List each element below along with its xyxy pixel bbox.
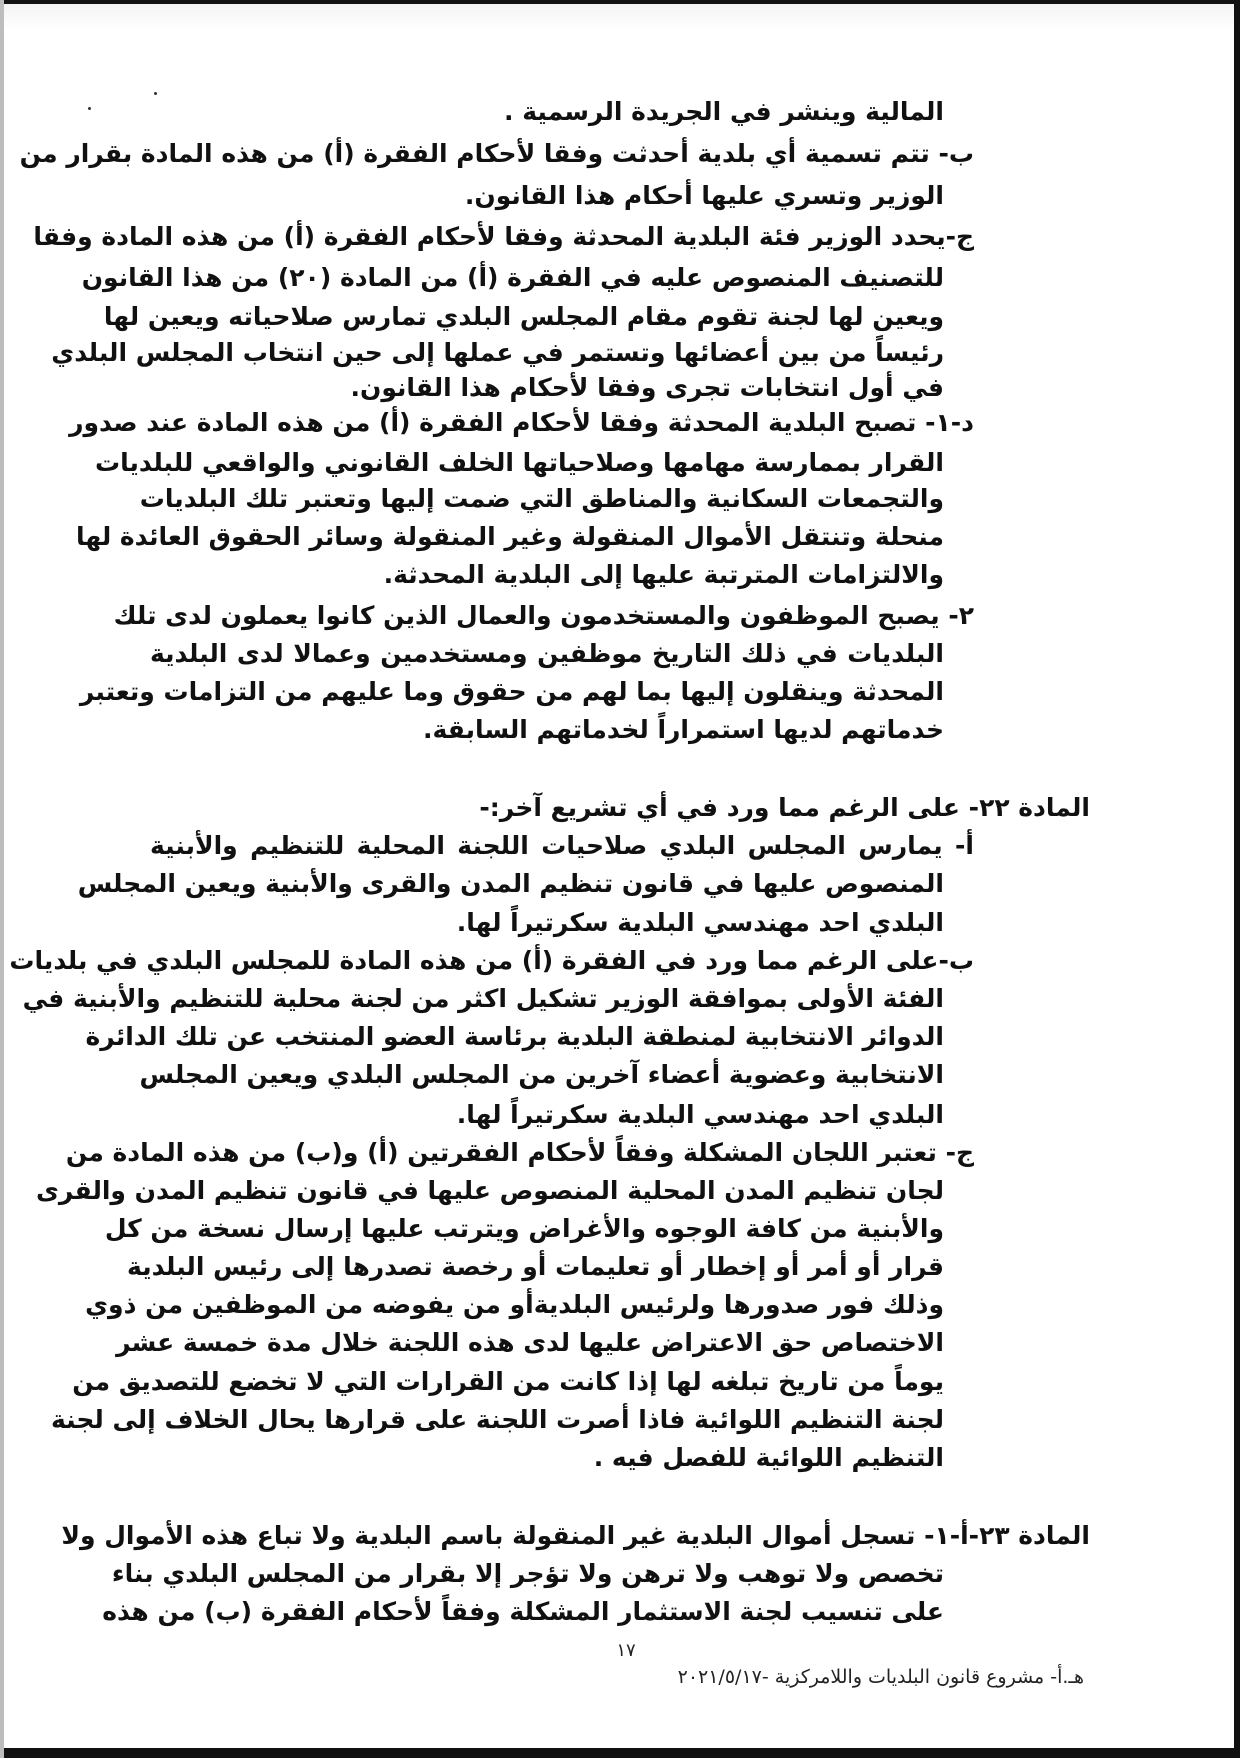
- article-heading: المادة ٢٢- على الرغم مما ورد في أي تشريع آخر:-: [479, 793, 1090, 822]
- text-line: قرار أو أمر أو إخطار أو تعليمات أو رخصة تصدرها إلى رئيس البلدية: [127, 1252, 944, 1281]
- text-line: ب- تتم تسمية أي بلدية أحدثت وفقا لأحكام الفقرة (أ) من هذه المادة بقرار من: [19, 139, 974, 168]
- text-line: المنصوص عليها في قانون تنظيم المدن والقرى والأبنية ويعين المجلس: [77, 869, 944, 898]
- text-line: أ- يمارس المجلس البلدي صلاحيات اللجنة المحلية للتنظيم والأبنية: [150, 831, 974, 860]
- text-line: ٢- يصبح الموظفون والمستخدمون والعمال الذين كانوا يعملون لدى تلك: [113, 601, 974, 630]
- text-line: للتصنيف المنصوص عليه في الفقرة (أ) من المادة (٢٠) من هذا القانون: [81, 263, 944, 292]
- text-line: القرار بممارسة مهامها وصلاحياتها الخلف القانوني والواقعي للبلديات: [94, 448, 944, 477]
- text-line: وذلك فور صدورها ولرئيس البلديةأو من يفوضه من الموظفين من ذوي: [85, 1290, 944, 1319]
- text-line: في أول انتخابات تجرى وفقا لأحكام هذا القانون.: [350, 373, 944, 402]
- text-line: لجان تنظيم المدن المحلية المنصوص عليها في قانون تنظيم المدن والقرى: [36, 1176, 944, 1205]
- scan-border-top: [4, 0, 1240, 4]
- text-line: الاختصاص حق الاعتراض عليها لدى هذه اللجنة خلال مدة خمسة عشر: [116, 1328, 944, 1357]
- text-line: ويعين لها لجنة تقوم مقام المجلس البلدي تمارس صلاحياته ويعين لها: [103, 302, 944, 331]
- text-line: المالية وينشر في الجريدة الرسمية .: [504, 97, 944, 126]
- text-line: الانتخابية وعضوية أعضاء آخرين من المجلس البلدي ويعين المجلس: [139, 1060, 944, 1089]
- text-line: البلديات في ذلك التاريخ موظفين ومستخدمين وعمالا لدى البلدية: [150, 639, 944, 668]
- text-line: الدوائر الانتخابية لمنطقة البلدية برئاسة العضو المنتخب عن تلك الدائرة: [85, 1022, 944, 1051]
- text-line: منحلة وتنتقل الأموال المنقولة وغير المنقولة وسائر الحقوق العائدة لها: [75, 522, 944, 551]
- text-line: خدماتهم لديها استمراراً لخدماتهم السابقة.: [423, 715, 944, 744]
- text-line: رئيساً من بين أعضائها وتستمر في عملها إلى حين انتخاب المجلس البلدي: [51, 338, 944, 367]
- text-line: المحدثة وينقلون إليها بما لهم من حقوق وما عليهم من التزامات وتعتبر: [79, 677, 944, 706]
- page-number: ١٧: [616, 1640, 636, 1661]
- text-line: لجنة التنظيم اللوائية فاذا أصرت اللجنة على قرارها يحال الخلاف إلى لجنة: [51, 1405, 944, 1434]
- article-heading: المادة ٢٣-أ-١- تسجل أموال البلدية غير المنقولة باسم البلدية ولا تباع هذه الأموال ولا: [61, 1521, 1090, 1550]
- text-line: الفئة الأولى بموافقة الوزير تشكيل اكثر من لجنة محلية للتنظيم والأبنية في: [22, 984, 944, 1013]
- text-line: ج- تعتبر اللجان المشكلة وفقاً لأحكام الفقرتين (أ) و(ب) من هذه المادة من: [65, 1138, 974, 1167]
- text-line: البلدي احد مهندسي البلدية سكرتيراً لها.: [456, 908, 944, 937]
- page-footer: هـ.أ- مشروع قانون البلديات واللامركزية -٢٠٢١/٥/١٧: [677, 1666, 1084, 1688]
- text-line: ج-يحدد الوزير فئة البلدية المحدثة وفقا لأحكام الفقرة (أ) من هذه المادة وفقا: [33, 222, 974, 251]
- text-line: على تنسيب لجنة الاستثمار المشكلة وفقاً لأحكام الفقرة (ب) من هذه: [102, 1597, 944, 1626]
- text-line: يوماً من تاريخ تبلغه لها إذا كانت من القرارات التي لا تخضع للتصديق من: [72, 1367, 944, 1396]
- text-line: البلدي احد مهندسي البلدية سكرتيراً لها.: [456, 1100, 944, 1129]
- text-line: والالتزامات المترتبة عليها إلى البلدية المحدثة.: [383, 560, 944, 589]
- text-line: ب-على الرغم مما ورد في الفقرة (أ) من هذه المادة للمجلس البلدي في بلديات: [9, 946, 974, 975]
- scan-speck: [88, 107, 91, 110]
- text-line: تخصص ولا توهب ولا ترهن ولا تؤجر إلا بقرار من المجلس البلدي بناء: [111, 1559, 944, 1588]
- text-line: والأبنية من كافة الوجوه والأغراض ويترتب عليها إرسال نسخة من كل: [104, 1214, 944, 1243]
- text-line: الوزير وتسري عليها أحكام هذا القانون.: [464, 181, 944, 210]
- text-line: د-١- تصبح البلدية المحدثة وفقا لأحكام الفقرة (أ) من هذه المادة عند صدور: [69, 408, 974, 437]
- text-line: والتجمعات السكانية والمناطق التي ضمت إليها وتعتبر تلك البلديات: [139, 484, 944, 513]
- scan-border-right: [1234, 0, 1240, 1758]
- text-line: التنظيم اللوائية للفصل فيه .: [593, 1443, 944, 1472]
- scan-border-bottom: [4, 1748, 1240, 1758]
